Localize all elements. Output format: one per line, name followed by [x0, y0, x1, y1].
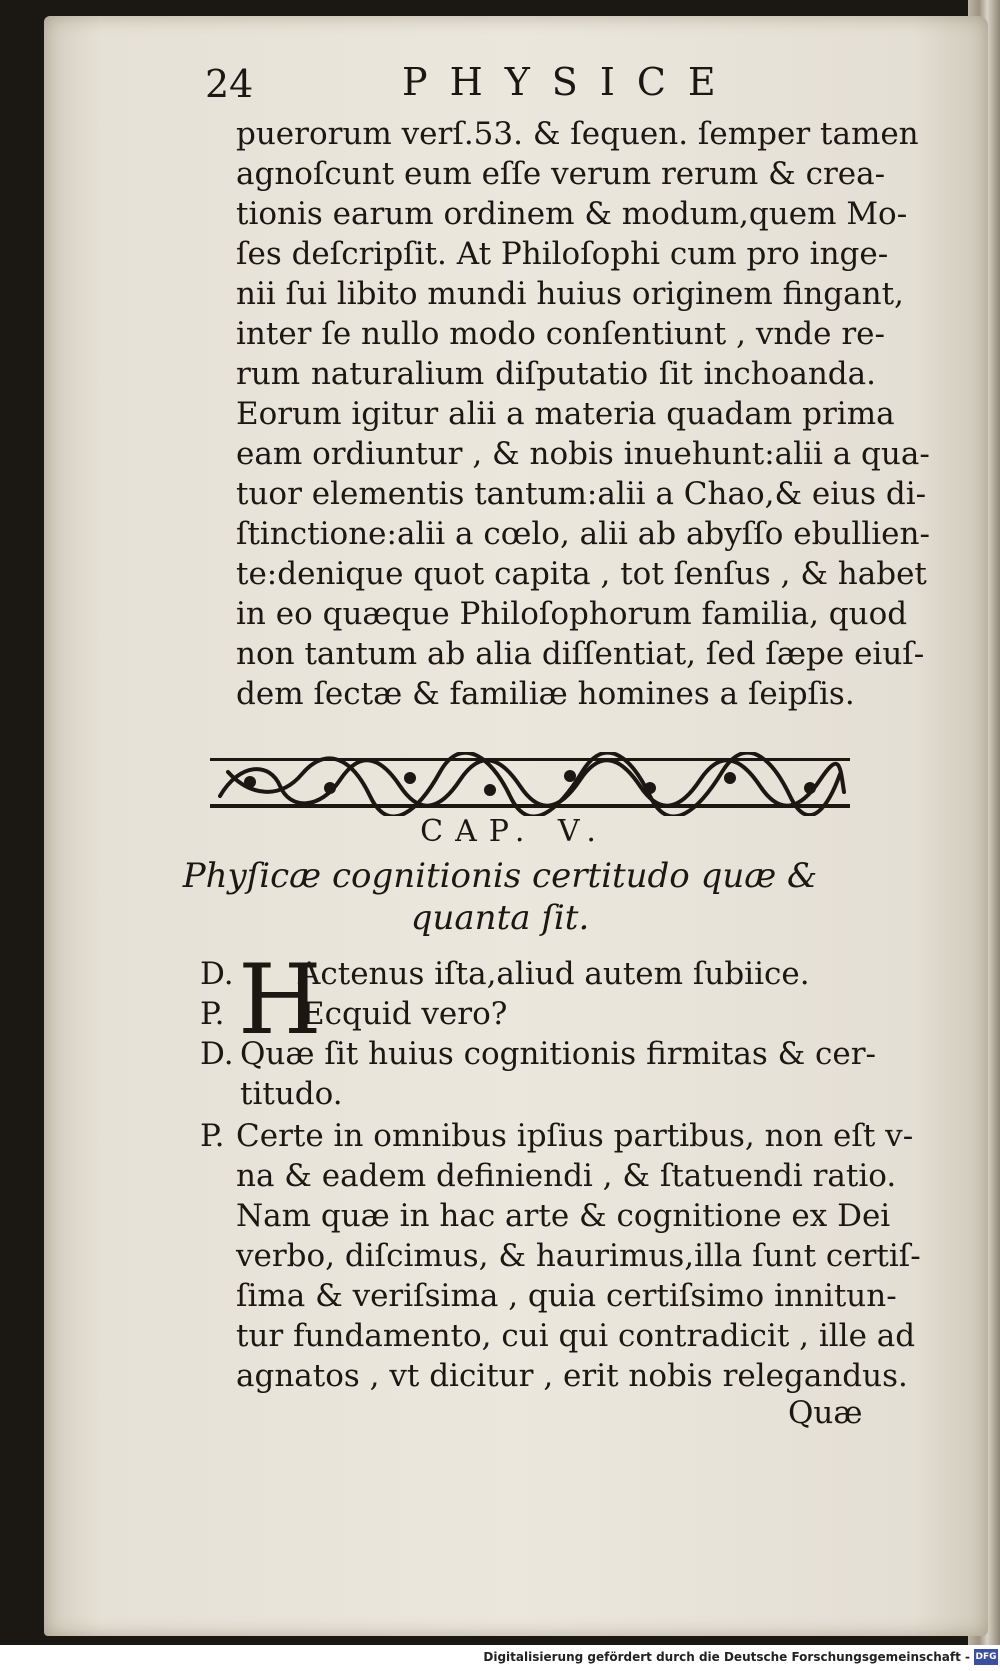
dialogue-line: na & eadem definiendi , & ſtatuendi ratio.: [236, 1158, 897, 1194]
drop-capital: H: [238, 944, 322, 1056]
speaker-label: D.: [200, 956, 234, 992]
text-line: tionis earum ordinem & modum,quem Mo-: [236, 196, 908, 232]
text-line: nii ſui libito mundi huius originem fingant,: [236, 276, 904, 312]
text-line: dem ſectæ & familiæ homines a ſeipſis.: [236, 676, 855, 712]
dialogue-line: Actenus iſta,aliud autem ſubiice.: [298, 956, 810, 992]
dialogue-line: verbo, diſcimus, & haurimus,illa ſunt certiſ-: [236, 1238, 921, 1274]
text-line: eam ordiuntur , & nobis inuehunt:alii a qua-: [236, 436, 930, 472]
text-line: ſtinctione:alii a cœlo, alii ab abyſſo ebullien-: [236, 516, 930, 552]
text-line: in eo quæque Philoſophorum familia, quod: [236, 596, 908, 632]
chapter-title-line: Phyſicæ cognitionis certitudo quæ &: [182, 856, 818, 896]
footer-bar: [0, 1645, 1000, 1671]
dialogue-line: tur fundamento, cui qui contradicit , ille ad: [236, 1318, 916, 1354]
footer-credit: Digitalisierung gefördert durch die Deutsche Forschungsgemeinschaft -: [483, 1650, 970, 1664]
text-line: Eorum igitur alii a materia quadam prima: [236, 396, 895, 432]
dialogue-line: titudo.: [240, 1076, 343, 1112]
speaker-label: D.: [200, 1036, 234, 1072]
text-line: inter ſe nullo modo conſentiunt , vnde re-: [236, 316, 885, 352]
text-line: non tantum ab alia diſſentiat, ſed ſæpe eiuſ-: [236, 636, 925, 672]
dfg-logo: DFG: [974, 1649, 998, 1665]
decorative-ornament-band: [210, 752, 850, 816]
text-line: ſes deſcripſit. At Philoſophi cum pro inge-: [236, 236, 889, 272]
text-line: rum naturalium diſputatio ſit inchoanda.: [236, 356, 876, 392]
catchword: Quæ: [788, 1395, 863, 1431]
text-line: agnoſcunt eum eſſe verum rerum & crea-: [236, 156, 886, 192]
dialogue-line: Nam quæ in hac arte & cognitione ex Dei: [236, 1198, 891, 1234]
dialogue-line: Ecquid vero?: [302, 996, 508, 1032]
text-line: puerorum verſ.53. & ſequen. ſemper tamen: [236, 116, 919, 152]
page-number: 24: [205, 62, 254, 106]
dialogue-line: agnatos , vt dicitur , erit nobis relegandus.: [236, 1358, 908, 1394]
running-head: PHYSICE: [402, 60, 738, 104]
speaker-label: P.: [200, 1118, 225, 1154]
chapter-number: CAP. V.: [420, 814, 608, 849]
dialogue-line: ſima & veriſsima , quia certiſsimo innitun-: [236, 1278, 897, 1314]
text-line: tuor elementis tantum:alii a Chao,& eius di-: [236, 476, 927, 512]
speaker-label: P.: [200, 996, 225, 1032]
text-line: te:denique quot capita , tot ſenſus , & habet: [236, 556, 927, 592]
dialogue-line: Quæ ſit huius cognitionis firmitas & cer-: [240, 1036, 877, 1072]
dialogue-line: Certe in omnibus ipſius partibus, non eſt v-: [236, 1118, 914, 1154]
chapter-title-line: quanta ſit.: [410, 898, 590, 938]
